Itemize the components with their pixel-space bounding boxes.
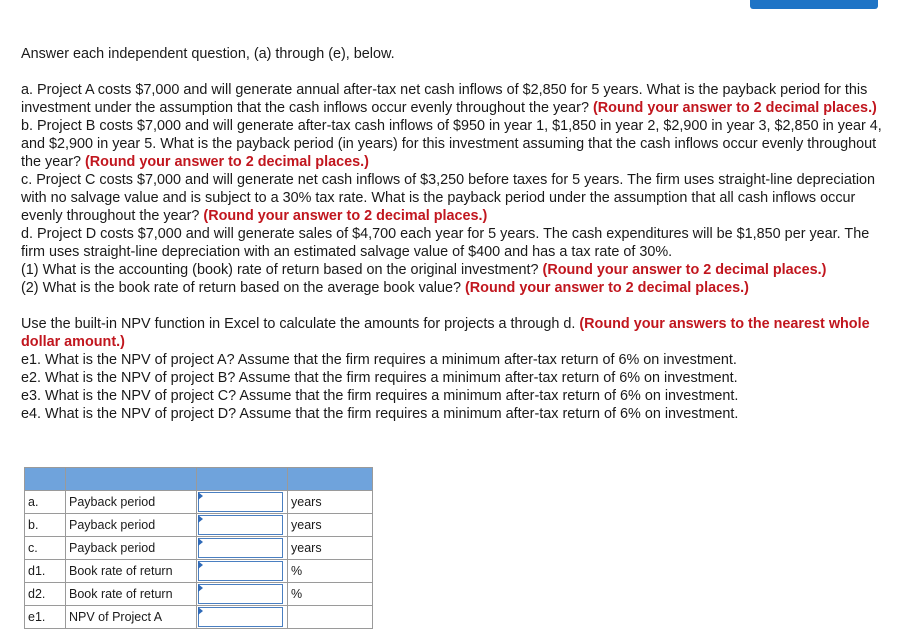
question-e1: e1. What is the NPV of project A? Assume that the firm requires a minimum after-tax return of 6% on investment. bbox=[21, 352, 737, 368]
table-header-row bbox=[25, 468, 373, 491]
question-d1: (1) What is the accounting (book) rate of return based on the original investment? (Round your answer to 2 decimal places.) bbox=[21, 262, 827, 278]
row-id: d2. bbox=[25, 583, 66, 606]
input-marker-icon bbox=[198, 538, 203, 546]
input-marker-icon bbox=[198, 584, 203, 592]
row-id: a. bbox=[25, 491, 66, 514]
top-action-button[interactable] bbox=[750, 0, 878, 9]
answer-cell bbox=[197, 583, 288, 606]
rounding-note: (Round your answer to 2 decimal places.) bbox=[85, 154, 369, 170]
question-b: b. Project B costs $7,000 and will generate after-tax cash inflows of $950 in year 1, $1,850 in year 2, $2,900 in year 3, $2,850 in year 4, and $2,900 in year 5. What is the payback period (in years) for this investment assuming that the cash inflows occur evenly throughout the year? (Round your answer to 2 decimal places.) bbox=[21, 118, 882, 170]
table-row bbox=[25, 537, 373, 560]
question-content bbox=[21, 45, 891, 423]
table-row bbox=[25, 606, 373, 629]
answer-cell bbox=[197, 514, 288, 537]
question-d: d. Project D costs $7,000 and will generate sales of $4,700 each year for 5 years. The cash expenditures will be $1,850 per year. The firm uses straight-line depreciation with an estimated salvage value of $400 and has a tax rate of 30%. bbox=[21, 226, 870, 260]
input-marker-icon bbox=[198, 607, 203, 615]
answer-input[interactable] bbox=[198, 515, 283, 535]
row-unit: years bbox=[288, 514, 373, 537]
table-row bbox=[25, 491, 373, 514]
row-label: Payback period bbox=[66, 537, 197, 560]
table-row bbox=[25, 583, 373, 606]
input-marker-icon bbox=[198, 515, 203, 523]
question-e3: e3. What is the NPV of project C? Assume that the firm requires a minimum after-tax return of 6% on investment. bbox=[21, 388, 739, 404]
question-e2: e2. What is the NPV of project B? Assume that the firm requires a minimum after-tax return of 6% on investment. bbox=[21, 370, 738, 386]
answer-input[interactable] bbox=[198, 492, 283, 512]
answer-input[interactable] bbox=[198, 584, 283, 604]
row-unit bbox=[288, 606, 373, 629]
answer-input[interactable] bbox=[198, 561, 283, 581]
question-c: c. Project C costs $7,000 and will generate net cash inflows of $3,250 before taxes for 5 years. The firm uses straight-line depreciation with no salvage value and is subject to a 30% tax rate. What is the payback period under the assumption that all cash inflows occur evenly throughout the year? (Round your answer to 2 decimal places.) bbox=[21, 172, 876, 224]
row-label: Book rate of return bbox=[66, 560, 197, 583]
row-id: c. bbox=[25, 537, 66, 560]
question-a: a. Project A costs $7,000 and will generate annual after-tax net cash inflows of $2,850 for 5 years. What is the payback period for this investment under the assumption that the cash inflows occur evenly throughout the year? (Round your answer to 2 decimal places.) bbox=[21, 82, 877, 116]
table-row bbox=[25, 560, 373, 583]
row-label: Book rate of return bbox=[66, 583, 197, 606]
row-unit: % bbox=[288, 560, 373, 583]
question-e4: e4. What is the NPV of project D? Assume that the firm requires a minimum after-tax return of 6% on investment. bbox=[21, 406, 739, 422]
npv-instructions: Use the built-in NPV function in Excel to calculate the amounts for projects a through d. (Round your answers to the nearest whole dollar amount.) bbox=[21, 316, 870, 350]
row-label: Payback period bbox=[66, 491, 197, 514]
row-id: d1. bbox=[25, 560, 66, 583]
row-unit: years bbox=[288, 491, 373, 514]
row-id: e1. bbox=[25, 606, 66, 629]
input-marker-icon bbox=[198, 492, 203, 500]
rounding-note: (Round your answer to 2 decimal places.) bbox=[464, 280, 749, 296]
answer-cell bbox=[197, 560, 288, 583]
rounding-note: (Round your answer to 2 decimal places.) bbox=[203, 208, 488, 224]
rounding-note: (Round your answers to the nearest whole dollar amount.) bbox=[21, 316, 870, 350]
row-unit: % bbox=[288, 583, 373, 606]
rounding-note: (Round your answer to 2 decimal places.) bbox=[592, 100, 877, 116]
table-row bbox=[25, 514, 373, 537]
rounding-note: (Round your answer to 2 decimal places.) bbox=[542, 262, 827, 278]
answer-input[interactable] bbox=[198, 607, 283, 627]
answer-input[interactable] bbox=[198, 538, 283, 558]
input-marker-icon bbox=[198, 561, 203, 569]
row-label: Payback period bbox=[66, 514, 197, 537]
intro-text: Answer each independent question, (a) through (e), below. bbox=[21, 46, 395, 62]
answer-cell bbox=[197, 491, 288, 514]
row-id: b. bbox=[25, 514, 66, 537]
answer-table bbox=[24, 467, 373, 629]
question-d2: (2) What is the book rate of return based on the average book value? (Round your answer to 2 decimal places.) bbox=[21, 280, 749, 296]
answer-cell bbox=[197, 537, 288, 560]
row-unit: years bbox=[288, 537, 373, 560]
row-label: NPV of Project A bbox=[66, 606, 197, 629]
answer-cell bbox=[197, 606, 288, 629]
